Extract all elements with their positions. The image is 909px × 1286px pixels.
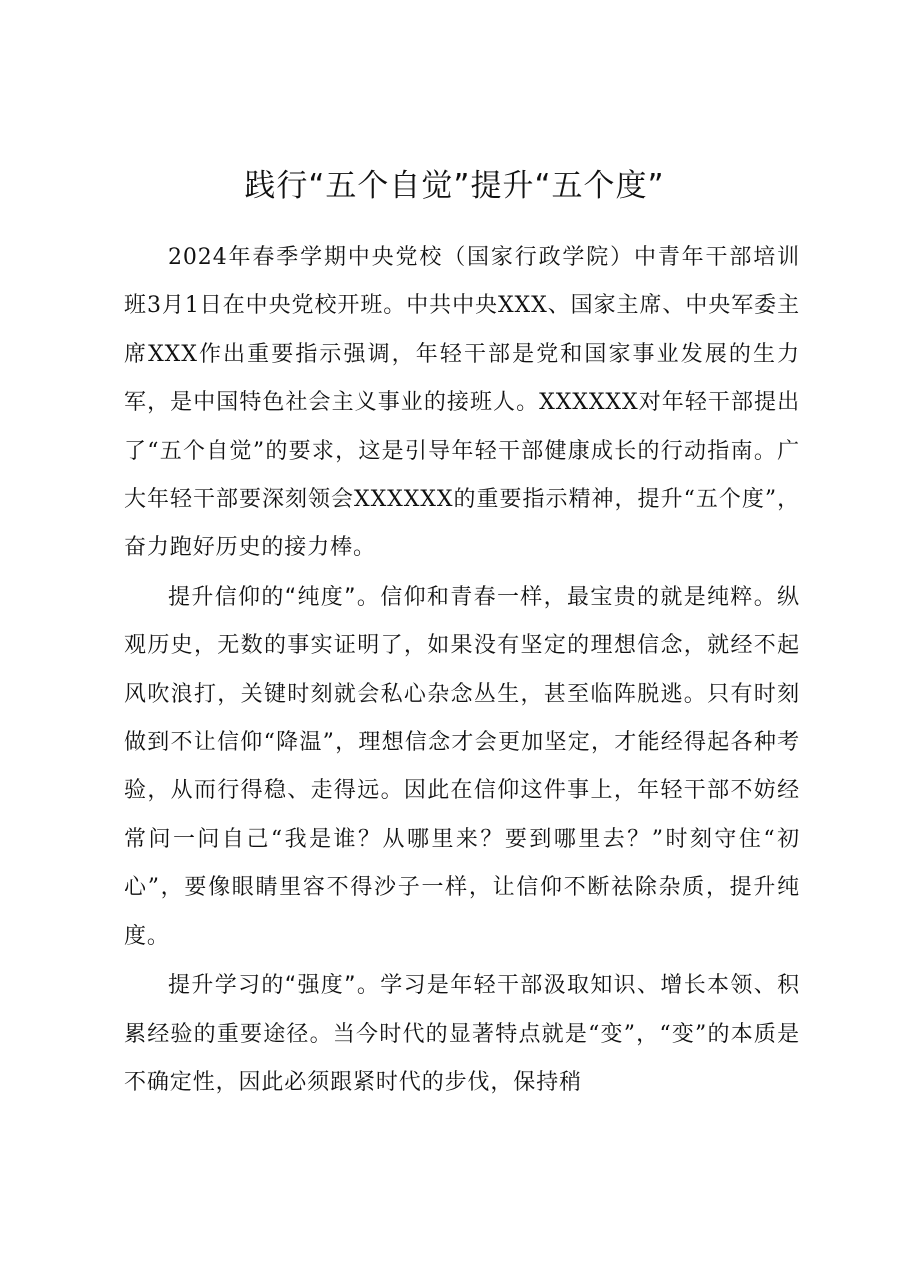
section-paragraph-study-text: 。学习是年轻干部汲取知识、增长本领、积累经验的重要途径。当今时代的显著特点就是“变”，“变”的本质是不确定性，因此必须跟紧时代的步伐，保持稍 xyxy=(124,973,800,1095)
section-paragraph-faith xyxy=(124,574,800,961)
section-paragraph-faith-text: 。信仰和青春一样，最宝贵的就是纯粹。纵观历史，无数的事实证明了，如果没有坚定的理想信念，就经不起风吹浪打，关键时刻就会私心杂念丛生，甚至临阵脱逃。只有时刻做到不让信仰“降温”，理想信念才会更加坚定，才能经得起各种考验，从而行得稳、走得远。因此在信仰这件事上，年轻干部不妨经常问一问自己“我是谁？从哪里来？要到哪里去？”时刻守住“初心”，要像眼睛里容不得沙子一样，让信仰不断祛除杂质，提升纯度。 xyxy=(124,584,800,949)
document-title: 践行“五个自觉”提升“五个度” xyxy=(244,168,665,204)
section-heading-faith: 提升信仰的“纯度” xyxy=(168,584,357,610)
section-paragraph-study xyxy=(124,962,800,1107)
intro-paragraph-text: 2024年春季学期中央党校（国家行政学院）中青年干部培训班3月1日在中央党校开班。中共中央XXX、国家主席、中央军委主席XXX作出重要指示强调，年轻干部是党和国家事业发展的生力军，是中国特色社会主义事业的接班人。XXXXXX对年轻干部提出了“五个自觉”的要求，这是引导年轻干部健康成长的行动指南。广大年轻干部要深刻领会XXXXXX的重要指示精神，提升“五个度”，奋力跑好历史的接力棒。 xyxy=(124,245,800,561)
section-heading-study: 提升学习的“强度” xyxy=(168,973,357,999)
intro-paragraph xyxy=(124,234,800,573)
document-body xyxy=(124,234,800,1108)
